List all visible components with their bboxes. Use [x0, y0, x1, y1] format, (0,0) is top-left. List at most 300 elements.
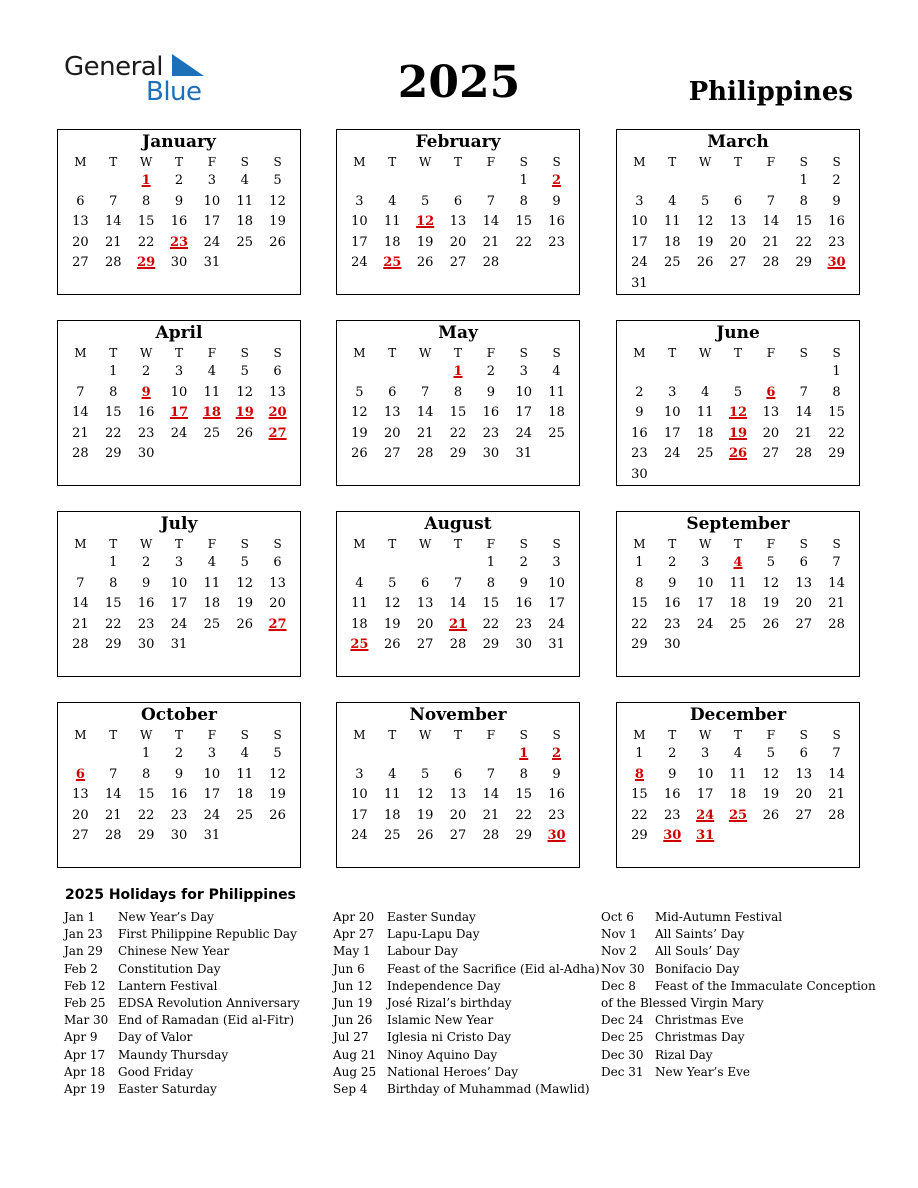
day-cell: 13	[72, 214, 89, 230]
holiday-date: Nov 2	[601, 944, 637, 959]
holiday-date: Feb 2	[64, 961, 98, 976]
weekday-header: F	[766, 728, 776, 742]
day-cell: 25	[548, 425, 565, 441]
day-cell: 27	[795, 616, 812, 632]
holiday-name: José Rizal’s birthday	[387, 995, 512, 1010]
day-cell: 30	[482, 446, 500, 462]
holiday-row	[333, 943, 600, 960]
day-cell: 26	[236, 616, 253, 632]
month-title: February	[415, 132, 501, 152]
empty-day-cell	[376, 362, 409, 383]
day-cell: 5	[420, 766, 430, 782]
weekday-header: T	[109, 155, 118, 169]
weekday-header: W	[418, 728, 432, 742]
month-days-grid	[337, 344, 579, 465]
weekday-header: T	[109, 728, 118, 742]
day-cell: 20	[416, 616, 434, 632]
day-cell: 25	[203, 425, 221, 441]
holiday-day-cell: 6	[766, 384, 776, 400]
month-title: November	[409, 705, 507, 725]
day-cell: 24	[664, 446, 681, 462]
holiday-row	[601, 1047, 876, 1064]
weekday-header: W	[698, 728, 712, 742]
holiday-row	[64, 909, 300, 926]
holiday-day-cell: 31	[696, 828, 715, 844]
weekday-header: S	[552, 537, 561, 551]
empty-day-cell	[409, 744, 442, 765]
weekday-header: W	[698, 155, 712, 169]
empty-day-cell	[623, 362, 656, 383]
day-cell: 15	[828, 405, 845, 421]
day-cell: 13	[729, 214, 747, 230]
empty-day-cell	[343, 171, 376, 192]
holiday-row	[601, 961, 876, 978]
day-cell: 16	[137, 405, 155, 421]
day-cell: 9	[174, 766, 184, 782]
holiday-day-cell: 20	[268, 405, 287, 421]
weekday-header: M	[353, 728, 366, 742]
day-cell: 22	[515, 234, 532, 250]
day-cell: 14	[72, 405, 89, 421]
holiday-column	[601, 909, 876, 1081]
day-cell: 13	[795, 575, 812, 591]
weekday-header: S	[552, 155, 561, 169]
month-october	[57, 702, 301, 868]
day-cell: 10	[696, 766, 714, 782]
day-cell: 28	[72, 446, 89, 462]
month-title: April	[155, 323, 203, 343]
weekday-header: S	[519, 155, 528, 169]
day-cell: 25	[664, 255, 681, 271]
day-cell: 11	[351, 596, 368, 612]
day-cell: 21	[828, 787, 845, 803]
day-cell: 10	[351, 787, 368, 803]
holiday-row	[601, 978, 876, 995]
day-cell: 7	[109, 193, 118, 209]
day-cell: 18	[236, 787, 253, 803]
day-cell: 8	[519, 766, 528, 782]
day-cell: 16	[664, 596, 681, 612]
day-cell: 30	[137, 637, 155, 653]
day-cell: 22	[105, 616, 122, 632]
holiday-name: Mid-Autumn Festival	[655, 910, 783, 924]
day-cell: 22	[795, 234, 812, 250]
holiday-name: End of Ramadan (Eid al-Fitr)	[118, 1013, 295, 1028]
day-cell: 23	[664, 616, 681, 632]
day-cell: 17	[515, 405, 532, 421]
day-cell: 4	[552, 364, 561, 379]
month-title: August	[424, 514, 492, 534]
holiday-date: Apr 17	[64, 1047, 106, 1062]
page-title-year: 2025	[397, 57, 521, 108]
day-cell: 3	[355, 193, 364, 209]
day-cell: 12	[269, 766, 286, 782]
holiday-date: Aug 25	[333, 1064, 377, 1079]
weekday-header: M	[633, 537, 646, 551]
weekday-header: S	[273, 155, 282, 169]
day-cell: 26	[269, 234, 286, 250]
day-cell: 13	[416, 596, 434, 612]
day-cell: 13	[269, 384, 286, 400]
empty-day-cell	[787, 362, 820, 383]
month-title: September	[686, 514, 790, 534]
weekday-header: F	[486, 155, 496, 169]
day-cell: 22	[137, 234, 155, 250]
day-cell: 16	[664, 787, 681, 803]
weekday-header: T	[174, 537, 183, 551]
day-cell: 12	[762, 766, 780, 782]
holiday-day-cell: 30	[547, 828, 566, 844]
country-name: Philippines	[688, 77, 853, 107]
day-cell: 6	[453, 193, 463, 209]
holiday-row	[601, 1064, 876, 1081]
holiday-day-cell: 30	[827, 255, 846, 271]
holiday-date: Jan 29	[64, 944, 103, 959]
weekday-header: S	[273, 346, 282, 360]
day-cell: 3	[700, 555, 710, 570]
day-cell: 26	[762, 807, 780, 823]
day-cell: 25	[236, 807, 253, 823]
day-cell: 7	[76, 384, 85, 400]
day-cell: 15	[105, 405, 122, 421]
holiday-date: Apr 20	[333, 910, 375, 924]
empty-day-cell	[409, 171, 442, 192]
weekday-header: M	[74, 728, 87, 742]
day-cell: 3	[355, 766, 364, 782]
day-cell: 29	[631, 828, 648, 844]
weekday-header: S	[799, 537, 808, 551]
weekday-header: T	[668, 155, 677, 169]
day-cell: 23	[137, 425, 155, 441]
holiday-date: Nov 1	[601, 927, 637, 942]
day-cell: 31	[631, 275, 648, 291]
day-cell: 26	[762, 616, 780, 632]
day-cell: 18	[729, 787, 747, 803]
empty-day-cell	[474, 744, 507, 765]
empty-day-cell	[376, 171, 409, 192]
day-cell: 3	[552, 555, 561, 570]
holiday-day-cell: 23	[169, 234, 189, 250]
day-cell: 20	[795, 596, 812, 612]
holiday-day-cell: 19	[235, 405, 254, 421]
holiday-name: Birthday of Muhammad (Mawlid)	[387, 1081, 590, 1096]
weekday-header: T	[453, 346, 462, 360]
holiday-day-cell: 25	[350, 637, 369, 653]
day-cell: 30	[170, 255, 188, 271]
day-cell: 12	[236, 575, 253, 591]
holiday-row	[333, 1029, 600, 1046]
holiday-column	[64, 909, 300, 1098]
holiday-name: Feast of the Immaculate Conception	[655, 978, 876, 993]
day-cell: 5	[240, 364, 249, 379]
weekday-header: T	[388, 537, 397, 551]
day-cell: 19	[416, 807, 434, 823]
day-cell: 10	[170, 384, 188, 400]
holiday-date: Sep 4	[333, 1081, 368, 1096]
holiday-name: Chinese New Year	[118, 944, 230, 959]
day-cell: 8	[141, 193, 151, 209]
day-cell: 26	[416, 255, 434, 271]
day-cell: 14	[482, 214, 500, 230]
day-cell: 5	[700, 193, 710, 209]
day-cell: 10	[351, 214, 368, 230]
day-cell: 13	[384, 405, 401, 421]
day-cell: 7	[799, 384, 808, 400]
day-cell: 18	[729, 596, 747, 612]
holiday-row	[64, 1081, 300, 1098]
holiday-name: Constitution Day	[118, 961, 221, 976]
weekday-header: S	[273, 728, 282, 742]
day-cell: 3	[207, 173, 216, 188]
holiday-date: Nov 30	[601, 961, 645, 976]
day-cell: 29	[631, 637, 648, 653]
day-cell: 18	[696, 425, 714, 441]
day-cell: 5	[240, 555, 249, 570]
day-cell: 28	[449, 637, 467, 653]
day-cell: 19	[269, 787, 286, 803]
weekday-header: T	[733, 537, 742, 551]
day-cell: 24	[631, 255, 648, 271]
day-cell: 4	[240, 173, 249, 188]
weekday-header: W	[139, 728, 153, 742]
month-days-grid	[58, 344, 300, 465]
day-cell: 18	[384, 807, 401, 823]
day-cell: 19	[696, 234, 714, 250]
month-march	[616, 129, 860, 295]
holiday-day-cell: 6	[75, 766, 85, 782]
day-cell: 5	[273, 173, 282, 188]
day-cell: 11	[236, 193, 253, 209]
holiday-name: of the Blessed Virgin Mary	[601, 995, 764, 1010]
empty-day-cell	[754, 171, 787, 192]
holiday-row	[601, 995, 876, 1012]
day-cell: 10	[203, 766, 221, 782]
weekday-header: T	[174, 346, 183, 360]
day-cell: 17	[351, 234, 368, 250]
day-cell: 22	[631, 807, 648, 823]
day-cell: 17	[203, 214, 221, 230]
empty-day-cell	[689, 171, 722, 192]
day-cell: 17	[696, 596, 714, 612]
day-cell: 1	[635, 555, 644, 570]
day-cell: 16	[137, 596, 155, 612]
day-cell: 23	[482, 425, 500, 441]
day-cell: 7	[486, 766, 495, 782]
day-cell: 20	[72, 807, 89, 823]
day-cell: 15	[515, 214, 532, 230]
holiday-name: Rizal Day	[655, 1047, 713, 1062]
day-cell: 12	[416, 787, 434, 803]
day-cell: 15	[137, 787, 155, 803]
logo-general-text: General	[64, 52, 163, 82]
holiday-day-cell: 21	[448, 616, 468, 632]
holiday-name: All Souls’ Day	[655, 944, 740, 959]
month-days-grid	[58, 535, 300, 656]
weekday-header: W	[139, 155, 153, 169]
day-cell: 29	[828, 446, 845, 462]
holiday-name: Lantern Festival	[118, 978, 218, 993]
day-cell: 9	[832, 193, 841, 209]
weekday-header: S	[799, 346, 808, 360]
day-cell: 21	[105, 234, 122, 250]
day-cell: 27	[72, 255, 89, 271]
weekday-header: T	[668, 346, 677, 360]
holiday-name: Feast of the Sacrifice (Eid al-Adha)	[387, 961, 600, 976]
holiday-day-cell: 27	[268, 425, 287, 441]
holiday-date: Apr 27	[333, 927, 375, 942]
weekday-header: S	[832, 537, 841, 551]
weekday-header: W	[139, 346, 153, 360]
day-cell: 29	[515, 828, 532, 844]
day-cell: 26	[384, 637, 401, 653]
weekday-header: T	[733, 155, 742, 169]
day-cell: 6	[273, 555, 282, 570]
month-april	[57, 320, 301, 486]
holiday-name: First Philippine Republic Day	[118, 927, 297, 942]
holiday-date: Feb 25	[64, 995, 106, 1010]
month-title: July	[160, 514, 198, 534]
holiday-name: Christmas Eve	[655, 1013, 744, 1028]
day-cell: 27	[449, 255, 467, 271]
holiday-name: Maundy Thursday	[118, 1047, 229, 1062]
day-cell: 1	[486, 555, 495, 570]
day-cell: 5	[766, 555, 775, 570]
weekday-header: F	[207, 728, 217, 742]
day-cell: 27	[72, 828, 89, 844]
day-cell: 1	[832, 364, 841, 379]
holiday-row	[64, 926, 300, 943]
day-cell: 4	[388, 766, 397, 782]
empty-day-cell	[64, 553, 97, 574]
day-cell: 6	[76, 193, 85, 209]
holidays-title: 2025 Holidays for Philippines	[65, 887, 296, 903]
month-september	[616, 511, 860, 677]
holiday-date: Jan 1	[64, 910, 96, 924]
day-cell: 22	[137, 807, 155, 823]
day-cell: 24	[696, 616, 714, 632]
month-title: January	[142, 132, 216, 152]
weekday-header: M	[353, 346, 366, 360]
weekday-header: S	[240, 537, 249, 551]
weekday-header: M	[74, 537, 87, 551]
day-cell: 7	[486, 193, 495, 209]
weekday-header: T	[453, 155, 462, 169]
day-cell: 20	[449, 234, 467, 250]
day-cell: 2	[174, 173, 184, 188]
empty-day-cell	[722, 171, 755, 192]
holiday-date: Dec 8	[601, 978, 636, 993]
day-cell: 21	[828, 596, 845, 612]
empty-day-cell	[409, 553, 442, 574]
day-cell: 29	[449, 446, 467, 462]
day-cell: 20	[795, 787, 812, 803]
day-cell: 14	[416, 405, 434, 421]
holiday-date: Dec 24	[601, 1013, 644, 1028]
month-title: March	[707, 132, 769, 152]
day-cell: 14	[762, 214, 780, 230]
day-cell: 5	[766, 746, 775, 761]
day-cell: 28	[105, 828, 122, 844]
day-cell: 30	[515, 637, 532, 653]
day-cell: 15	[449, 405, 467, 421]
holiday-row	[601, 943, 876, 960]
day-cell: 21	[762, 234, 780, 250]
day-cell: 7	[109, 766, 118, 782]
holiday-date: Jul 27	[333, 1030, 369, 1045]
weekday-header: F	[766, 155, 776, 169]
day-cell: 1	[635, 746, 644, 761]
day-cell: 28	[72, 637, 89, 653]
day-cell: 31	[515, 446, 532, 462]
day-cell: 31	[203, 255, 221, 271]
day-cell: 28	[762, 255, 780, 271]
weekday-header: M	[633, 728, 646, 742]
day-cell: 18	[548, 405, 565, 421]
holiday-day-cell: 25	[383, 255, 402, 271]
day-cell: 30	[170, 828, 188, 844]
day-cell: 17	[170, 596, 188, 612]
holiday-name: Bonifacio Day	[655, 961, 740, 976]
empty-day-cell	[376, 553, 409, 574]
day-cell: 9	[141, 575, 151, 591]
day-cell: 16	[631, 425, 648, 441]
weekday-header: F	[486, 537, 496, 551]
weekday-header: S	[799, 728, 808, 742]
day-cell: 18	[351, 616, 368, 632]
holiday-day-cell: 29	[137, 255, 156, 271]
day-cell: 5	[388, 575, 397, 591]
weekday-header: S	[240, 346, 249, 360]
empty-day-cell	[623, 171, 656, 192]
weekday-header: S	[832, 346, 841, 360]
month-days-grid	[617, 153, 859, 295]
weekday-header: S	[240, 728, 249, 742]
day-cell: 5	[733, 384, 743, 400]
holiday-row	[333, 909, 600, 926]
day-cell: 4	[668, 193, 677, 209]
empty-day-cell	[442, 744, 475, 765]
holiday-row	[333, 1081, 600, 1098]
day-cell: 21	[72, 616, 89, 632]
day-cell: 24	[203, 807, 221, 823]
weekday-header: W	[698, 537, 712, 551]
month-days-grid	[337, 153, 579, 274]
day-cell: 3	[668, 384, 677, 400]
day-cell: 3	[207, 746, 216, 761]
holiday-date: Jun 12	[333, 978, 373, 993]
month-title: December	[689, 705, 787, 725]
day-cell: 2	[635, 384, 644, 400]
day-cell: 9	[668, 766, 677, 782]
weekday-header: F	[486, 346, 496, 360]
day-cell: 1	[141, 746, 151, 761]
day-cell: 15	[631, 787, 648, 803]
day-cell: 23	[515, 616, 532, 632]
holiday-row	[64, 961, 300, 978]
day-cell: 12	[384, 596, 401, 612]
weekday-header: F	[207, 155, 217, 169]
day-cell: 2	[486, 364, 495, 379]
day-cell: 22	[515, 807, 532, 823]
day-cell: 6	[733, 193, 743, 209]
day-cell: 2	[141, 555, 151, 570]
holiday-name: Labour Day	[387, 944, 458, 959]
weekday-header: T	[388, 346, 397, 360]
weekday-header: F	[486, 728, 496, 742]
holiday-date: Dec 30	[601, 1047, 644, 1062]
holiday-row	[601, 926, 876, 943]
day-cell: 13	[449, 214, 467, 230]
